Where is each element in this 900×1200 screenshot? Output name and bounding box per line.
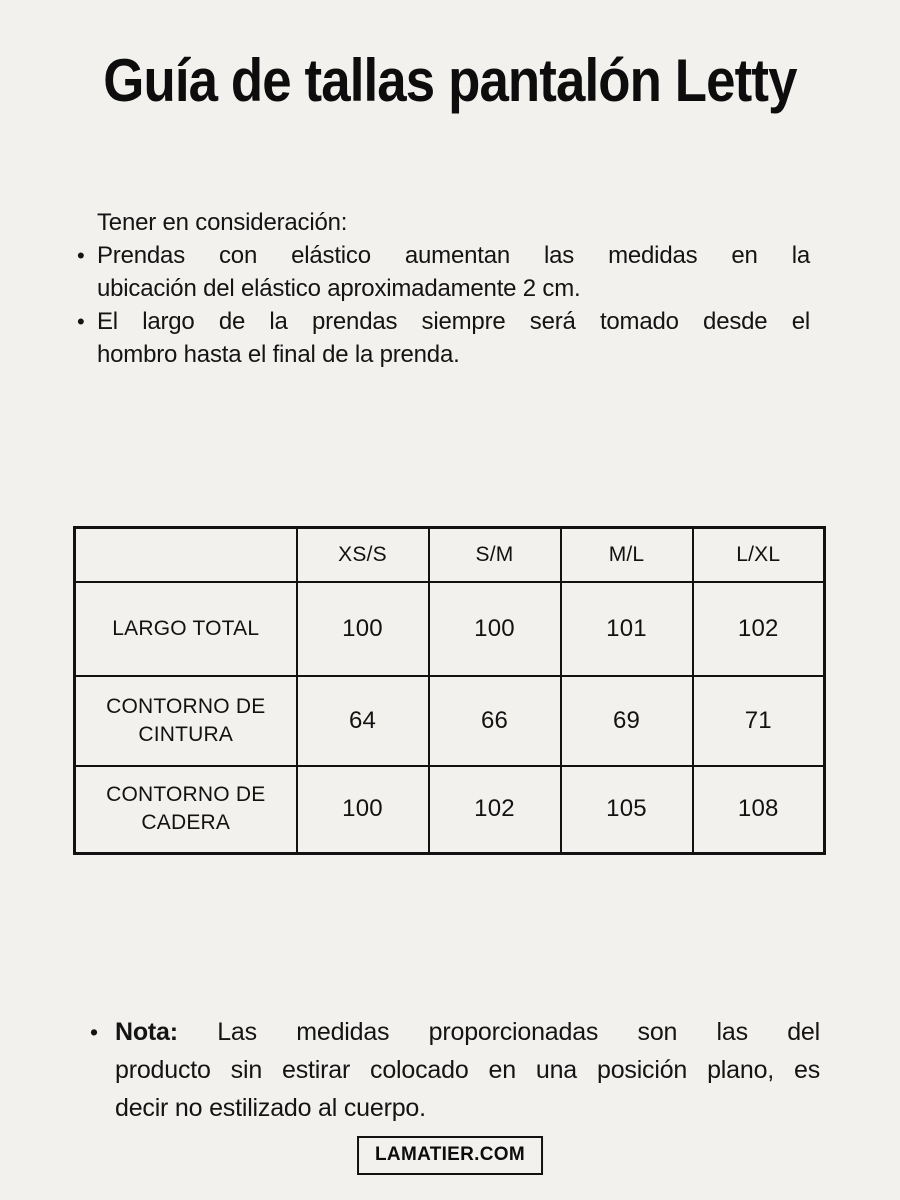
note-line: decir no estilizado al cuerpo. [115, 1094, 426, 1122]
note-line: producto sin estirar colocado en una posición plano, es [115, 1056, 820, 1084]
size-table-header-row [75, 528, 825, 582]
page-title-text: Guía de tallas pantalón Letty [103, 47, 797, 114]
size-column-header: XS/S [297, 528, 429, 582]
measurement-value: 105 [561, 766, 693, 854]
measurement-value: 64 [297, 676, 429, 766]
considerations-heading: Tener en consideración: [97, 209, 348, 236]
size-table [73, 526, 826, 855]
measurement-value: 71 [693, 676, 825, 766]
bullet-icon: • [77, 243, 85, 268]
consideration-item [78, 239, 810, 305]
measurement-value: 102 [429, 766, 561, 854]
measurement-value: 100 [297, 582, 429, 676]
considerations-section [78, 206, 810, 371]
bullet-icon: • [77, 309, 85, 334]
note-line [115, 1013, 820, 1051]
measurement-value: 108 [693, 766, 825, 854]
consideration-line: ubicación del elástico aproximadamente 2 cm. [97, 275, 581, 302]
measurement-value: 102 [693, 582, 825, 676]
size-column-header: L/XL [693, 528, 825, 582]
bullet-icon: • [90, 1019, 98, 1045]
table-row [75, 676, 825, 766]
measurement-label: CONTORNO DE CINTURA [75, 676, 297, 766]
consideration-line: El largo de la prendas siempre será tomado desde el [97, 308, 810, 335]
page-title [0, 48, 900, 114]
note-label: Nota: [115, 1018, 178, 1046]
note-line-text: Las medidas proporcionadas son las del [217, 1018, 820, 1046]
note-section [90, 1013, 820, 1127]
measurement-value: 100 [429, 582, 561, 676]
brand-footer-box [357, 1136, 543, 1175]
consideration-item [78, 305, 810, 371]
consideration-line: Prendas con elástico aumentan las medidas en la [97, 242, 810, 269]
size-table-corner-cell [75, 528, 297, 582]
table-row [75, 766, 825, 854]
measurement-value: 69 [561, 676, 693, 766]
measurement-value: 101 [561, 582, 693, 676]
table-row [75, 582, 825, 676]
note-item [90, 1013, 820, 1127]
measurement-label: CONTORNO DE CADERA [75, 766, 297, 854]
measurement-label: LARGO TOTAL [75, 582, 297, 676]
measurement-value: 66 [429, 676, 561, 766]
size-column-header: M/L [561, 528, 693, 582]
brand-name: LAMATIER.COM [375, 1144, 525, 1165]
measurement-value: 100 [297, 766, 429, 854]
size-column-header: S/M [429, 528, 561, 582]
consideration-line: hombro hasta el final de la prenda. [97, 341, 460, 368]
